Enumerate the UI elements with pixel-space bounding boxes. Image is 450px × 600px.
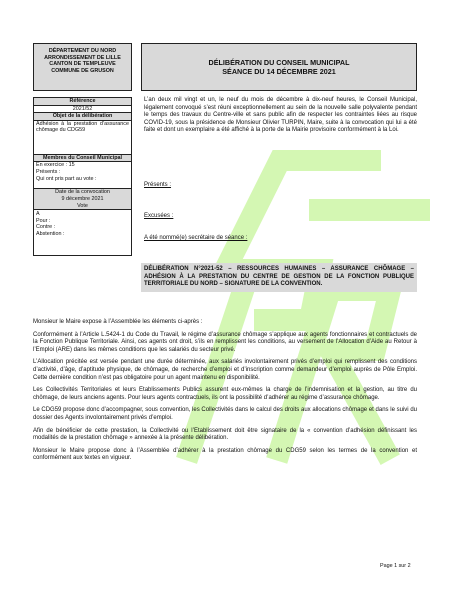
qui-ont-pris-part: Qui ont pris part au vote : — [36, 175, 97, 182]
secretaire-label: A été nommé(e) secrétaire de séance : — [144, 235, 248, 241]
convocation-label: Date de la convocation — [34, 189, 131, 196]
en-exercice: En exercice : 15 — [36, 162, 75, 169]
org-line-2: ARRONDISSEMENT DE LILLE — [44, 54, 121, 61]
header-title-box — [141, 43, 417, 91]
convocation-value: 9 décembre 2021 — [34, 196, 131, 203]
body-paragraph-4: Les Collectivités Territoriales et leurs Etablissements Publics assurent eux-mêmes la charge de l’indemnisation et la gestion, au titre du chômage, de leurs anciens agents. Pour leurs agents contractuels, ils ont la possibilité d’adhérer au régime d’assurance chômage. — [33, 387, 417, 401]
org-line-3: CANTON DE TEMPLEUVE — [49, 61, 116, 68]
body-paragraph-7: Monsieur le Maire propose donc à l’Assemblée d’adhérer à la prestation chômage du CDG59 selon les termes de la convention et conformément aux textes en vigueur. — [33, 447, 417, 462]
deliberation-title: DÉLIBÉRATION N°2021-52 – RESSOURCES HUMAINES – ASSURANCE CHÔMAGE – ADHÉSION À LA PRESTATION DU CENTRE DE GESTION DE LA FONCTION PUBLIQUE TERRITORIALE DU NORD – SIGNATURE DE LA CONVENTION. — [141, 263, 417, 292]
org-line-1: DÉPARTEMENT DU NORD — [48, 48, 117, 54]
vote-block — [34, 210, 131, 238]
membres-block — [34, 162, 131, 189]
vote-a: A — [36, 211, 40, 218]
objet-label: Objet de la délibération — [34, 113, 131, 121]
title-line-1: DÉLIBÉRATION DU CONSEIL MUNICIPAL — [208, 58, 350, 67]
body-paragraph-3: L’Allocation précitée est versée pendant une durée déterminée, aux salariés involontairement privés d’emploi qui remplissent des conditions d’activité, d’âge, d’aptitude physique, de chômage, de recherche d’emploi et d’inscription comme demandeur d’emploi auprès de Pôle Emploi. Cette dernière condition n’est pas obligatoire pour un agent maintenu en disponibilité. — [33, 359, 417, 381]
body-text — [33, 319, 417, 463]
page-number: Page 1 sur 2 — [380, 563, 411, 569]
header-org-box — [33, 43, 132, 91]
membres-label: Membres du Conseil Municipal — [34, 155, 131, 163]
excuses-label: Excusées : — [144, 213, 174, 219]
vote-label: Vote — [34, 203, 131, 211]
vote-abstention: Abstention : — [36, 230, 65, 237]
reference-label: Référence — [34, 98, 131, 106]
body-paragraph-2: Conformément à l’Article L.5424-1 du Code du Travail, le régime d’assurance chômage s’applique aux agents fonctionnaires et contractuels de la Fonction Publique Territoriale. Ainsi, ces agents ont droit, s’ils en remplissent les conditions, au versement de l’Allocation d’Aide au Retour à l’Emploi (ARE) dans les mêmes conditions que les salariés du secteur privé. — [33, 331, 417, 353]
intro-paragraph: L’an deux mil vingt et un, le neuf du mois de décembre à dix-neuf heures, le Conseil Municipal, légalement convoqué s’est réuni exceptionnellement au sein de la nouvelle salle polyvalente pendant le temps des travaux du Centre-ville et sans public afin de respecter les contraintes liées au risque COVID-19, sous la présidence de Monsieur Olivier TURPIN, Maire, suite à la convocation qui lui a été faite et dont un exemplaire a été affiché à la porte de la Mairie provisoire conformément à la Loi. — [144, 97, 417, 134]
title-line-2: SÉANCE DU 14 DÉCEMBRE 2021 — [222, 67, 336, 76]
vote-contre: Contre : — [36, 224, 56, 231]
body-paragraph-1: Monsieur le Maire expose à l’Assemblée les éléments ci-après : — [33, 319, 203, 325]
vote-pour: Pour : — [36, 217, 51, 224]
reference-value: 2021/52 — [34, 106, 131, 114]
org-line-4: COMMUNE DE GRUSON — [51, 67, 114, 74]
presents-label: Présents : — [144, 182, 172, 188]
side-info-box — [33, 97, 132, 256]
presents-count: Présents : — [36, 168, 61, 175]
body-paragraph-6: Afin de bénéficier de cette prestation, la Collectivité ou l’Etablissement doit être signataire de la « convention d’adhésion définissant les modalités de la prestation chômage » annexée à la présente délibération. — [33, 427, 417, 442]
objet-value: Adhésion à la prestation d’assurance chômage du CDG59 — [34, 121, 131, 155]
body-paragraph-5: Le CDG59 propose donc d’accompagner, sous convention, les Collectivités dans le calcul des droits aux allocations chômage et dans le suivi du dossier des Agents involontairement privés d’emploi. — [33, 407, 417, 421]
